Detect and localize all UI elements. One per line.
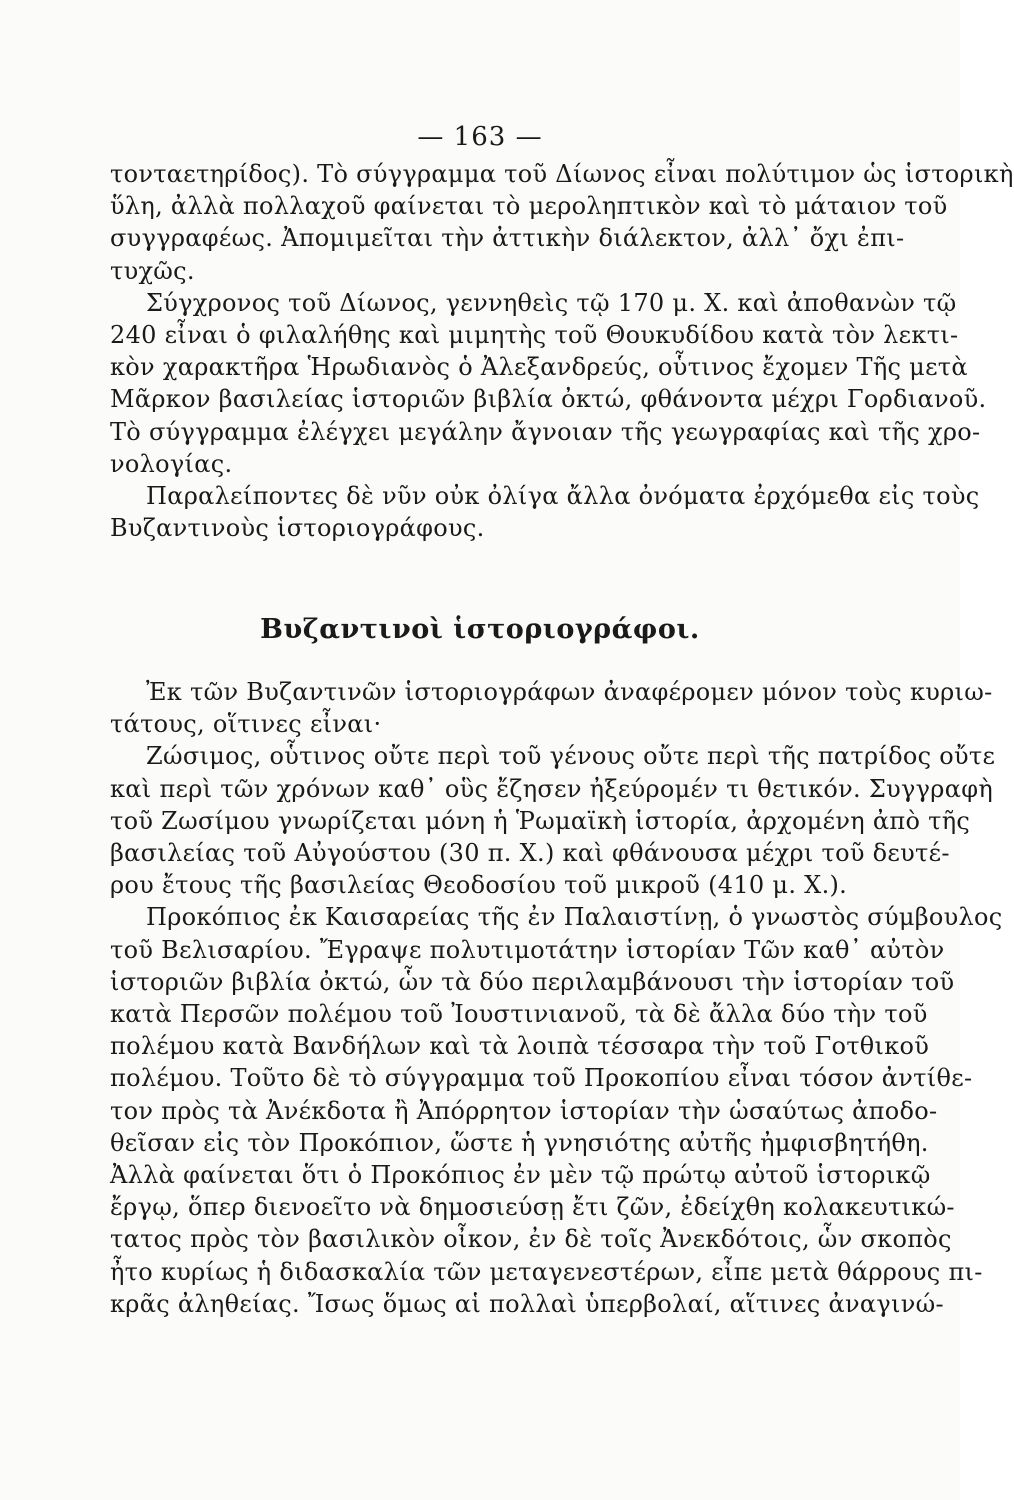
text-line: τοῦ Βελισαρίου. Ἔγραψε πολυτιμοτάτην ἱστορίαν Τῶν καθ᾽ αὐτὸν [110, 935, 945, 964]
text-line: πολέμου. Τοῦτο δὲ τὸ σύγγραμμα τοῦ Προκοπίου εἶναι τόσον ἀντίθε- [110, 1064, 973, 1093]
text-block-lower [110, 676, 1003, 1320]
text-line: Μᾶρκον βασιλείας ἱστοριῶν βιβλία ὀκτώ, φθάνοντα μέχρι Γορδιανοῦ. [110, 385, 987, 414]
text-line: κατὰ Περσῶν πολέμου τοῦ Ἰουστινιανοῦ, τὰ δὲ ἄλλα δύο τὴν τοῦ [110, 1000, 928, 1029]
text-line: πολέμου κατὰ Βανδήλων καὶ τὰ λοιπὰ τέσσαρα τὴν τοῦ Γοτθικοῦ [110, 1032, 930, 1061]
text-line: τον πρὸς τὰ Ἀνέκδοτα ἢ Ἀπόρρητον ἱστορίαν τὴν ὡσαύτως ἀποδο- [110, 1096, 938, 1125]
paragraph-start-line: Σύγχρονος τοῦ Δίωνος, γεννηθεὶς τῷ 170 μ. Χ. καὶ ἀποθανὼν τῷ [146, 288, 957, 317]
text-line: θεῖσαν εἰς τὸν Προκόπιον, ὥστε ἡ γνησιότης αὐτῆς ἠμφισβητήθη. [110, 1128, 929, 1157]
text-line: 240 εἶναι ὁ φιλαλήθης καὶ μιμητὴς τοῦ Θουκυδίδου κατὰ τὸν λεκτι- [110, 321, 959, 350]
text-line: τονταετηρίδος). Τὸ σύγγραμμα τοῦ Δίωνος εἶναι πολύτιμον ὡς ἱστορικὴ [110, 160, 1014, 188]
paragraph-start-line: Ἐκ τῶν Βυζαντινῶν ἱστοριογράφων ἀναφέρομεν μόνον τοὺς κυριω- [146, 678, 993, 706]
paragraph-start-line: Ζώσιμος, οὗτινος οὔτε περὶ τοῦ γένους οὔτε περὶ τῆς πατρίδος οὔτε [146, 742, 996, 771]
text-line: Τὸ σύγγραμμα ἐλέγχει μεγάλην ἄγνοιαν τῆς γεωγραφίας καὶ τῆς χρο- [110, 417, 981, 446]
text-block-upper [110, 158, 1014, 544]
paragraph-start-line: Προκόπιος ἐκ Καισαρείας τῆς ἐν Παλαιστίνῃ, ὁ γνωστὸς σύμβουλος [146, 903, 1003, 932]
text-line: Βυζαντινοὺς ἱστοριογράφους. [110, 514, 485, 543]
text-line: Ἀλλὰ φαίνεται ὅτι ὁ Προκόπιος ἐν μὲν τῷ πρώτῳ αὐτοῦ ἱστορικῷ [110, 1161, 931, 1190]
page-number: — 163 — [417, 122, 543, 152]
text-line: ἱστοριῶν βιβλία ὀκτώ, ὧν τὰ δύο περιλαμβάνουσι τὴν ἱστορίαν τοῦ [110, 967, 955, 996]
text-line: νολογίας. [110, 449, 233, 478]
text-line: ὕλη, ἀλλὰ πολλαχοῦ φαίνεται τὸ μεροληπτικὸν καὶ τὸ μάταιον τοῦ [110, 192, 948, 221]
text-line: ρου ἔτους τῆς βασιλείας Θεοδοσίου τοῦ μικροῦ (410 μ. Χ.). [110, 871, 848, 900]
text-line: καὶ περὶ τῶν χρόνων καθ᾽ οὓς ἔζησεν ἠξεύρομέν τι θετικόν. Συγγραφὴ [110, 774, 994, 803]
text-line: κρᾶς ἀληθείας. Ἴσως ὅμως αἱ πολλαὶ ὑπερβολαί, αἵτινες ἀναγινώ- [110, 1289, 944, 1318]
text-line: συγγραφέως. Ἀπομιμεῖται τὴν ἀττικὴν διάλεκτον, ἀλλ᾽ ὄχι ἐπι- [110, 224, 905, 253]
text-line: τυχῶς. [110, 256, 195, 285]
text-line: βασιλείας τοῦ Αὐγούστου (30 π. Χ.) καὶ φθάνουσα μέχρι τοῦ δευτέ- [110, 839, 950, 868]
text-line: τατος πρὸς τὸν βασιλικὸν οἶκον, ἐν δὲ τοῖς Ἀνεκδότοις, ὧν σκοπὸς [110, 1225, 952, 1254]
paragraph-start-line: Παραλείποντες δὲ νῦν οὐκ ὀλίγα ἄλλα ὀνόματα ἐρχόμεθα εἰς τοὺς [146, 482, 980, 511]
section-heading: Βυζαντινοὶ ἱστοριογράφοι. [260, 614, 700, 645]
text-line: κὸν χαρακτῆρα Ἡρωδιανὸς ὁ Ἀλεξανδρεύς, οὗτινος ἔχομεν Τῆς μετὰ [110, 353, 968, 382]
text-line: ἔργῳ, ὅπερ διενοεῖτο νὰ δημοσιεύσῃ ἔτι ζῶν, ἐδείχθη κολακευτικώ- [110, 1193, 955, 1222]
text-line: τοῦ Ζωσίμου γνωρίζεται μόνη ἡ Ῥωμαϊκὴ ἱστορία, ἀρχομένη ἀπὸ τῆς [110, 806, 971, 835]
text-line: τάτους, οἵτινες εἶναι· [110, 710, 382, 739]
text-line: ἦτο κυρίως ἡ διδασκαλία τῶν μεταγενεστέρων, εἶπε μετὰ θάρρους πι- [110, 1257, 983, 1286]
